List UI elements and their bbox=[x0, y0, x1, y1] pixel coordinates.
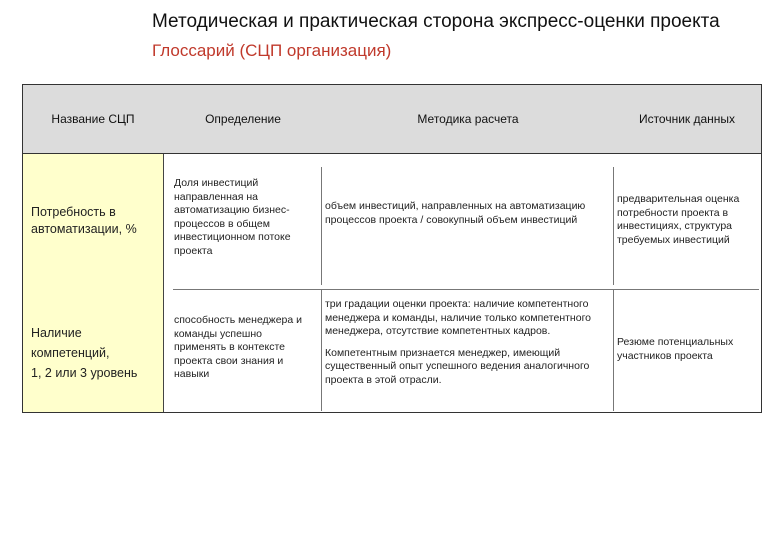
row-2-method bbox=[325, 298, 605, 387]
row-2-method-paragraph-2: Компетентным признается менеджер, имеющий существенный опыт успешного ведения аналогичного проекта в этой отрасли. bbox=[325, 346, 590, 386]
grid-line bbox=[321, 167, 322, 285]
grid-line bbox=[613, 167, 614, 285]
header-name: Название СЦП bbox=[23, 85, 163, 153]
row-2-method-paragraph-1: три градации оценки проекта: наличие компетентного менеджера и команды, наличие только компетентного менеджера, отсутствие компетентных кадров. bbox=[325, 298, 592, 337]
header-definition: Определение bbox=[163, 85, 323, 153]
header-source: Источник данных bbox=[613, 85, 761, 153]
row-2-name-line-1: Наличие компетенций, bbox=[31, 326, 110, 360]
row-2-name bbox=[31, 323, 161, 383]
row-1-definition: Доля инвестиций направленная на автоматизацию бизнес-процессов в общем инвестиционном потоке проекта bbox=[174, 177, 291, 257]
row-2-definition: способность менеджера и команды успешно применять в контексте проекта свои знания и навыки bbox=[174, 314, 302, 380]
row-1-source: предварительная оценка потребности проекта в инвестициях, структура требуемых инвестиций bbox=[617, 193, 740, 246]
slide-subtitle: Глоссарий (СЦП организация) bbox=[152, 41, 392, 60]
header-method: Методика расчета bbox=[323, 85, 613, 153]
row-2-source: Резюме потенциальных участников проекта bbox=[617, 336, 734, 362]
grid-line bbox=[613, 289, 614, 411]
row-1-method: объем инвестиций, направленных на автоматизацию процессов проекта / совокупный объем инвестиций bbox=[325, 200, 586, 226]
glossary-table bbox=[22, 84, 762, 413]
row-1-name: Потребность в автоматизации, % bbox=[31, 205, 137, 236]
grid-line bbox=[321, 289, 322, 411]
slide-title: Методическая и практическая сторона экспресс-оценки проекта bbox=[152, 11, 720, 32]
row-2-name-line-2: 1, 2 или 3 уровень bbox=[31, 366, 138, 380]
grid-line bbox=[173, 289, 759, 290]
